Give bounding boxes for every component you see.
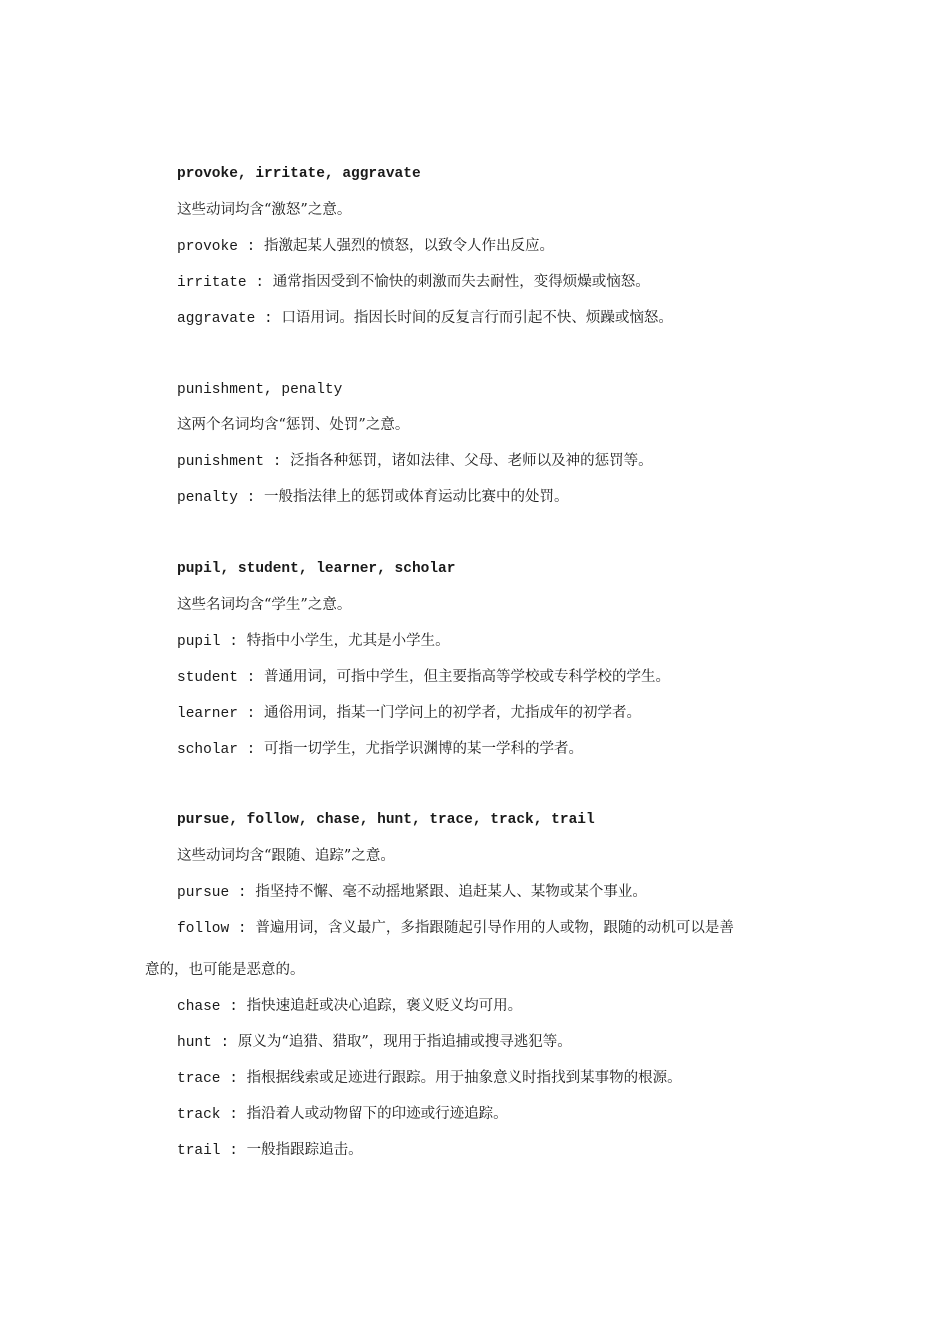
section-heading: pupil, student, learner, scholar (177, 561, 456, 577)
entry-word: penalty (177, 490, 238, 506)
entry-word: trace (177, 1071, 221, 1087)
entry-separator: : (237, 670, 265, 686)
entry-word: hunt (177, 1035, 212, 1051)
entry-word: track (177, 1107, 221, 1123)
definition-entry (177, 488, 569, 507)
entry-separator: : (237, 239, 265, 255)
entry-separator: : (237, 742, 265, 758)
definition-entry (177, 632, 450, 651)
definition-entry (177, 1105, 508, 1124)
entry-definition: 指沿着人或动物留下的印迹或行迹追踪。 (246, 1106, 508, 1122)
section-intro: 这些名词均含“学生”之意。 (177, 597, 352, 613)
entry-separator: : (229, 885, 256, 901)
definition-entry (177, 452, 653, 471)
section-intro: 这些动词均含“激怒”之意。 (177, 202, 352, 218)
entry-definition: 特指中小学生，尤其是小学生。 (246, 633, 450, 649)
definition-entry (177, 1141, 363, 1160)
entry-word: chase (177, 999, 221, 1015)
entry-definition: 指快速追赶或决心追踪，褒义贬义均可用。 (246, 998, 523, 1014)
entry-separator: : (220, 1143, 247, 1159)
entry-definition: 原义为“追猎、猎取”，现用于指追捕或搜寻逃犯等。 (237, 1034, 572, 1050)
entry-separator: : (237, 490, 265, 506)
entry-word: pursue (177, 885, 230, 901)
definition-entry (177, 919, 734, 938)
entry-separator: : (229, 921, 256, 937)
section-heading: punishment, penalty (177, 382, 343, 398)
definition-entry (177, 883, 647, 902)
definition-entry (177, 273, 650, 292)
section-heading: provoke, irritate, aggravate (177, 166, 421, 182)
entry-separator: : (220, 1107, 247, 1123)
entry-separator: : (211, 1035, 238, 1051)
entry-definition: 指坚持不懈、毫不动摇地紧跟、追赶某人、某物或某个事业。 (255, 884, 647, 900)
section-intro: 这两个名词均含“惩罚、处罚”之意。 (177, 417, 410, 433)
entry-word: irritate (177, 275, 247, 291)
definition-entry (177, 668, 670, 687)
definition-continuation: 意的，也可能是恶意的。 (145, 962, 305, 978)
definition-entry (177, 740, 583, 759)
entry-separator: : (246, 275, 273, 291)
definition-entry (177, 704, 641, 723)
entry-word: student (177, 670, 238, 686)
definition-entry (177, 1069, 682, 1088)
definition-entry (177, 309, 673, 328)
entry-definition: 可指一切学生，尤指学识渊博的某一学科的学者。 (264, 741, 584, 757)
entry-word: scholar (177, 742, 238, 758)
entry-definition: 通俗用词，指某一门学问上的初学者，尤指成年的初学者。 (264, 705, 642, 721)
entry-word: punishment (177, 454, 265, 470)
entry-word: provoke (177, 239, 238, 255)
definition-entry (177, 1033, 572, 1052)
entry-separator: : (220, 1071, 247, 1087)
definition-entry (177, 237, 554, 256)
entry-word: pupil (177, 634, 221, 650)
entry-definition: 一般指跟踪追击。 (246, 1142, 363, 1158)
entry-definition: 普通用词，可指中学生，但主要指高等学校或专科学校的学生。 (264, 669, 671, 685)
entry-separator: : (237, 706, 265, 722)
entry-separator: : (220, 999, 247, 1015)
entry-definition: 泛指各种惩罚，诸如法律、父母、老师以及神的惩罚等。 (290, 453, 653, 469)
entry-definition: 指激起某人强烈的愤怒，以致令人作出反应。 (264, 238, 555, 254)
section-heading: pursue, follow, chase, hunt, trace, track, trail (177, 812, 595, 828)
entry-word: trail (177, 1143, 221, 1159)
definition-entry (177, 997, 522, 1016)
entry-definition: 口语用词。指因长时间的反复言行而引起不快、烦躁或恼怒。 (281, 310, 673, 326)
entry-separator: : (264, 454, 291, 470)
entry-definition: 一般指法律上的惩罚或体育运动比赛中的处罚。 (264, 489, 569, 505)
entry-separator: : (220, 634, 247, 650)
entry-definition: 通常指因受到不愉快的刺激而失去耐性，变得烦燥或恼怒。 (272, 274, 650, 290)
entry-word: learner (177, 706, 238, 722)
entry-separator: : (255, 311, 282, 327)
entry-word: aggravate (177, 311, 256, 327)
entry-definition: 指根据线索或足迹进行跟踪。用于抽象意义时指找到某事物的根源。 (246, 1070, 682, 1086)
entry-word: follow (177, 921, 230, 937)
entry-definition: 普遍用词，含义最广，多指跟随起引导作用的人或物，跟随的动机可以是善 (255, 920, 734, 936)
section-intro: 这些动词均含“跟随、追踪”之意。 (177, 848, 395, 864)
